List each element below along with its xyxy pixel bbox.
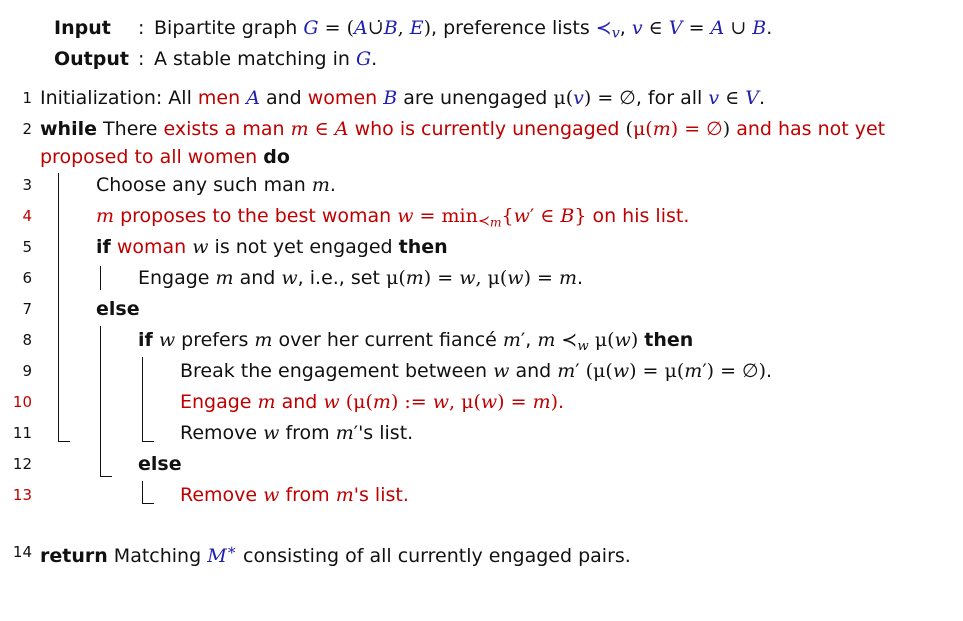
code-line-6: [10, 264, 953, 295]
code-line-2: [10, 115, 953, 171]
line-number-7: 7: [22, 300, 32, 319]
input-label: Input: [54, 17, 111, 39]
code-line-4: [10, 202, 953, 233]
line-number-5: 5: [22, 238, 32, 257]
line-content-13: Remove w from m's list.: [180, 484, 409, 507]
code-line-5: [10, 233, 953, 264]
code-line-12: [10, 450, 953, 481]
line-content-3: Choose any such man m.: [96, 174, 336, 197]
code-line-1: [10, 84, 953, 115]
code-line-10: [10, 388, 953, 419]
inner-else-body: [10, 481, 953, 512]
line-content-8: if w prefers m over her current fiancé m′, m $≺_w$ μ(w) then: [138, 329, 694, 355]
line-number-4: 4: [22, 207, 32, 226]
while-body: [10, 171, 953, 512]
output-label: Output: [54, 47, 129, 70]
line-content-7: else: [96, 298, 140, 321]
input-colon: :: [138, 17, 145, 39]
line-number-9: 9: [22, 362, 32, 381]
input-text: Bipartite graph G = (A∪̇B, E), preference lists ≺v, v ∈ V = A ∪ B.: [154, 17, 773, 42]
output-colon: :: [138, 47, 145, 70]
code-line-14: [10, 538, 953, 570]
output-row: [54, 45, 953, 74]
line-content-5: if woman w is not yet engaged then: [96, 236, 448, 259]
line-number-12: 12: [12, 455, 32, 474]
code-line-7: [10, 295, 953, 326]
algorithm-header: [54, 14, 953, 74]
line-content-6: Engage m and w, i.e., set μ(m) = w, μ(w) = m.: [138, 267, 584, 290]
line-content-10: Engage m and w (μ(m) := w, μ(w) = m).: [180, 391, 565, 414]
line-number-13: 13: [12, 486, 32, 505]
input-row: [54, 14, 953, 45]
line-number-3: 3: [22, 176, 32, 195]
code-line-8: [10, 326, 953, 357]
line-number-2: 2: [22, 120, 32, 139]
line-content-11: Remove w from m′'s list.: [180, 422, 414, 445]
line-content-1: Initialization: All men A and women B are unengaged μ(v) = ∅, for all v ∈ V.: [40, 87, 766, 110]
line-content-9: Break the engagement between w and m′ (μ(w) = μ(m′) = ∅).: [180, 360, 773, 383]
code-line-3: [10, 171, 953, 202]
else-body: [10, 326, 953, 512]
line-number-8: 8: [22, 331, 32, 350]
code-line-13: [10, 481, 953, 512]
line-content-4: m proposes to the best woman $w = \min≺_m\{w'$ ∈ B} on his list.: [96, 205, 690, 230]
line-number-10: 10: [12, 393, 32, 412]
line-content-2: while There exists a man m ∈ A who is currently unengaged (μ(m) = ∅) and has not yet proposed to all women do: [40, 118, 886, 168]
code-line-11: [10, 419, 953, 450]
line-number-6: 6: [22, 269, 32, 288]
line-content-14: return Matching M∗ consisting of all currently engaged pairs.: [40, 541, 631, 567]
code-line-9: [10, 357, 953, 388]
inner-if-body: [10, 357, 953, 450]
line-number-14: 14: [12, 543, 32, 562]
output-text: A stable matching in G.: [154, 47, 378, 70]
line-number-1: 1: [22, 89, 32, 108]
line-number-11: 11: [12, 424, 32, 443]
line-content-12: else: [138, 453, 182, 476]
